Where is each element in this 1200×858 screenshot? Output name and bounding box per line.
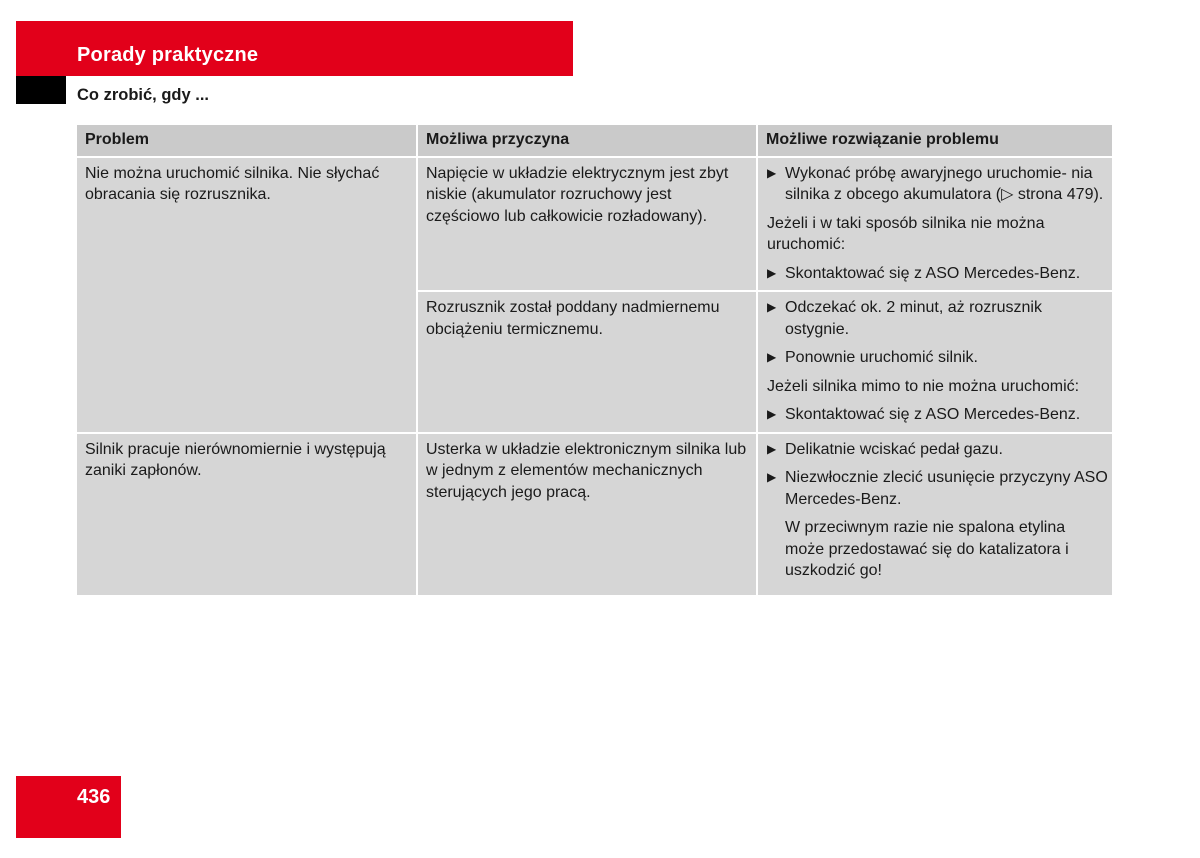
step-text: Skontaktować się z ASO Mercedes-Benz. [785,406,1081,423]
table-header-row [77,125,1112,157]
solution-note: Jeżeli i w taki sposób silnika nie można uruchomić: [767,214,1045,253]
troubleshooting-table [77,125,1112,595]
solution-step [767,467,1108,510]
step-text: Odczekać ok. 2 minut, aż rozrusznik ostygnie. [785,299,1042,338]
arrow-right-icon: ▶ [767,441,777,456]
solution-cell [757,157,1112,292]
solution-step [767,404,1108,426]
problem-cell: Nie można uruchomić silnika. Nie słychać obracania się rozrusznika. [77,157,417,433]
column-header-solution: Możliwe rozwiązanie problemu [757,125,1112,157]
column-header-cause: Możliwa przyczyna [417,125,757,157]
arrow-right-icon: ▶ [767,350,777,364]
subsection-title: Co zrobić, gdy ... [77,86,210,104]
column-header-problem: Problem [77,125,417,157]
step-text: Skontaktować się z ASO Mercedes-Benz. [785,264,1081,282]
solution-warning-note: W przeciwnym razie nie spalona etylina może przedostawać się do katalizatora i uszkodzić go! [785,519,1069,579]
solution-step [767,439,1108,461]
step-text: Niezwłocznie zlecić usunięcie przyczyny ASO Mercedes-Benz. [785,469,1108,508]
solution-step [767,347,1108,369]
solution-cell [757,291,1112,433]
step-text: Wykonać próbę awaryjnego uruchomie- nia silnika z obcego akumulatora (▷ strona 479). [785,164,1104,203]
solution-step [767,163,1108,206]
cause-cell: Usterka w układzie elektronicznym silnika lub w jednym z elementów mechanicznych sterujących jego pracą. [417,433,757,595]
step-text: Ponownie uruchomić silnik. [785,349,978,366]
solution-step [767,297,1108,340]
solution-cell [757,433,1112,595]
arrow-right-icon: ▶ [767,165,777,180]
arrow-right-icon: ▶ [767,265,777,280]
table-row [77,433,1112,595]
subsection-marker [16,76,66,104]
step-text: Delikatnie wciskać pedał gazu. [785,440,1003,458]
page-number: 436 [77,786,111,808]
table-row [77,157,1112,292]
arrow-right-icon: ▶ [767,407,777,421]
arrow-right-icon: ▶ [767,300,777,314]
problem-cell: Silnik pracuje nierównomiernie i występują zaniki zapłonów. [77,433,417,595]
cause-cell: Napięcie w układzie elektrycznym jest zbyt niskie (akumulator rozruchowy jest częściowo lub całkowicie rozładowany). [417,157,757,292]
arrow-right-icon: ▶ [767,470,777,484]
cause-cell: Rozrusznik został poddany nadmiernemu obciążeniu termicznemu. [417,291,757,433]
solution-note: Jeżeli silnika mimo to nie można uruchomić: [767,377,1080,395]
solution-step [767,263,1108,285]
section-title: Porady praktyczne [77,44,259,66]
